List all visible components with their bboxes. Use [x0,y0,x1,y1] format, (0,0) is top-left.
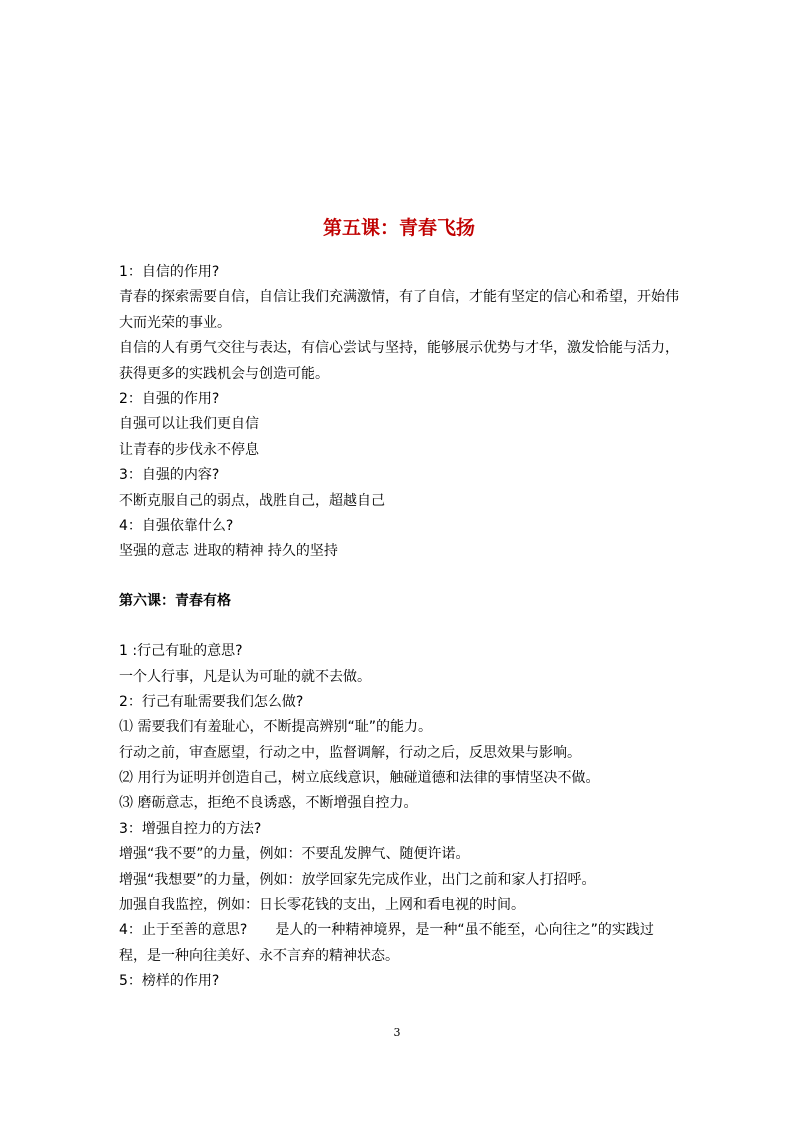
lesson5-answer-1a: 青春的探索需要自信，自信让我们充满激情，有了自信，才能有坚定的信心和希望，开始伟大而光荣的事业。 [119,289,679,331]
lesson6-question-3: 3：增强自控力的方法? [119,820,262,837]
lesson5-answer-2b: 让青春的步伐永不停息 [119,441,259,458]
lesson5-answer-4: 坚强的意志 进取的精神 持久的坚持 [119,543,338,560]
lesson6-answer-2d: ⑶ 磨砺意志，拒绝不良诱惑，不断增强自控力。 [119,795,418,812]
lesson5-question-1: 1：自信的作用? [119,264,220,280]
lesson5-answer-2a: 自强可以让我们更自信 [119,416,259,433]
lesson6-title: 第六课：青春有格 [119,592,231,609]
lesson6-question-4: 4：止于至善的意思? 是人的一种精神境界，是一种“虽不能至，心向往之”的实践过程，是一种向往美好、永不言弃的精神状态。 [119,922,654,964]
lesson6-answer-3a: 增强“我不要”的力量，例如：不要乱发脾气、随便许诺。 [119,846,470,863]
lesson6-question-1: 1 :行己有耻的意思? [119,643,243,660]
lesson6-question-2: 2：行己有耻需要我们怎么做? [119,693,304,710]
lesson6-answer-1: 一个人行事，凡是认为可耻的就不去做。 [119,668,371,685]
lesson5-question-3: 3：自强的内容? [119,467,220,484]
lesson5-question-4: 4：自强依靠什么? [119,517,234,534]
lesson6-answer-2a: ⑴ 需要我们有羞耻心，不断提高辨别“耻”的能力。 [119,719,432,736]
lesson6-answer-2b: 行动之前，审查愿望，行动之中，监督调解，行动之后，反思效果与影响。 [119,744,581,761]
lesson6-answer-3b: 增强“我想要”的力量，例如：放学回家先完成作业，出门之前和家人打招呼。 [119,871,596,888]
lesson5-answer-1b: 自信的人有勇气交往与表达，有信心尝试与坚持，能够展示优势与才华，激发恰能与活力，获得更多的实践机会与创造可能。 [119,340,679,382]
page-content [119,210,679,995]
lesson5-body [119,260,679,565]
page-number: 3 [393,1026,401,1039]
lesson5-question-2: 2：自强的作用? [119,391,220,408]
lesson5-title: 第五课：青春飞扬 [322,217,475,239]
lesson5-answer-3: 不断克服自己的弱点，战胜自己，超越自己 [119,492,385,509]
lesson6-answer-2c: ⑵ 用行为证明并创造自己，树立底线意识，触碰道德和法律的事情坚决不做。 [119,770,600,787]
lesson6-question-5: 5：榜样的作用? [119,973,220,990]
lesson6-body [119,639,679,995]
lesson6-answer-3c: 加强自我监控，例如：日长零花钱的支出，上网和看电视的时间。 [119,897,525,914]
